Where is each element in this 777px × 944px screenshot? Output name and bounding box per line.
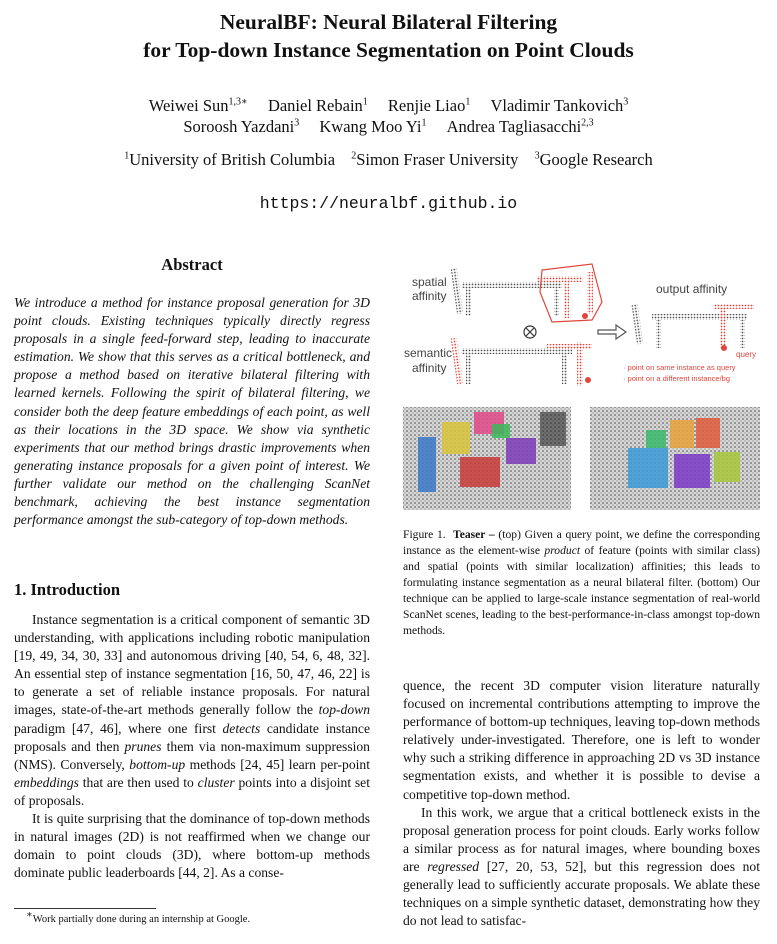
title-line-1: NeuralBF: Neural Bilateral Filtering (219, 10, 558, 34)
legend-different-instance: · point on a different instance/bg (623, 374, 731, 383)
footnote-divider (14, 908, 156, 909)
multiply-icon (524, 326, 536, 338)
title-line-2: for Top-down Instance Segmentation on Point Clouds (143, 38, 634, 62)
label-output-affinity: output affinity (656, 282, 728, 296)
footnote: ∗Work partially done during an internship at Google. (26, 909, 251, 925)
author: Kwang Moo Yi$^1$ (319, 117, 427, 136)
affiliation: $^3$Google Research (534, 150, 653, 169)
author: Weiwei Sun$^{1,3∗}$ (148, 96, 248, 115)
project-url[interactable]: https://neuralbf.github.io (259, 194, 518, 213)
author: Daniel Rebain$^1$ (267, 96, 368, 115)
author-list-row-2 (0, 116, 777, 138)
spatial-table-illustration (451, 264, 602, 322)
right-paragraph-1: quence, the recent 3D computer vision literature naturally focused on incremental contributions attempting to improve the performance of bottom-up techniques, leaving top-down methods relatively under-investigated. Therefore, one is left to wonder why such a striking difference in approaching 2D vs 3D instance segmentation exists, and whether it is possible to devise a competitive top-down method. (403, 678, 760, 802)
abstract-heading: Abstract (161, 255, 223, 274)
scannet-scene-right (590, 407, 760, 510)
author: Andrea Tagliasacchi$^{2,3}$ (446, 117, 594, 136)
author-list-row-1 (0, 95, 777, 117)
label-semantic: semantic (404, 346, 453, 360)
legend-same-instance: · point on same instance as query (623, 363, 736, 372)
scannet-scene-left (403, 407, 571, 510)
affiliation: $^1$University of British Columbia (124, 150, 336, 169)
label-semantic-affinity: affinity (412, 361, 447, 375)
label-spatial-affinity: affinity (412, 289, 447, 303)
figure-caption: Figure 1. Teaser – (top) Given a query point, we define the corresponding instance as the element-wise product of feature (points with similar class) and spatial (points with similar localization) affinities; this leads to formulating instance segmentation as a neural bilateral filter. (bottom) Our technique can be applied to large-scale instance segmentation of real-world ScanNet scenes, leading to the best-performance-in-class amongst top-down methods. (403, 528, 761, 637)
author: Soroosh Yazdani$^3$ (183, 117, 300, 136)
right-column-body (403, 677, 760, 930)
abstract-text: We introduce a method for instance proposal generation for 3D point clouds. Existing techniques typically directly regress proposals in a single feed-forward step, leading to inaccurate estimation. We show that this serves as a critical bottleneck, and propose a method based on iterative bilateral filtering with learned kernels. Following the spirit of bilateral filtering, we consider both the deep feature embeddings of each point, as well as their locations in the 3D space. We show via synthetic experiments that our method brings drastic improvements when generating instance proposals for a given point of interest. We further validate our method on the challenging ScanNet benchmark, achieving the best instance segmentation performance amongst the sub-category of top-down methods. (14, 295, 370, 528)
semantic-table-illustration (451, 338, 592, 386)
author: Vladimir Tankovich$^3$ (490, 96, 629, 115)
teaser-figure (402, 262, 762, 512)
affiliations (0, 149, 777, 171)
intro-paragraph-1: Instance segmentation is a critical component of semantic 3D understanding, with applications including robotic manipulation [19, 49, 34, 30, 33] and autonomous driving [40, 54, 6, 48, 32]. An essential step of instance segmentation [16, 50, 47, 46, 22] is to generate a set of reliable instance proposals. For natural images, state-of-the-art methods generally follow the top-down paradigm [47, 46], where one first detects candidate instance proposals and then prunes them via non-maximum suppression (NMS). Conversely, bottom-up methods [24, 45] learn per-point embeddings that are then used to cluster points into a disjoint set of proposals. (14, 612, 370, 808)
intro-paragraph-2: It is quite surprising that the dominance of top-down methods in natural images (2D) is not reaffirmed when we change our domain to point clouds (3D), where bottom-up methods dominate public leaderboards [44, 2]. As a conse- (14, 811, 370, 881)
output-table-illustration (632, 304, 754, 351)
label-spatial: spatial (412, 275, 447, 289)
right-paragraph-2: In this work, we argue that a critical bottleneck exists in the proposal generation process for point clouds. Early works follow a similar process as for natural images, where bounding boxes are regressed [27, 20, 53, 52], but this regression does not generally lead to sufficiently accurate proposals. We ablate these techniques on a simple synthetic dataset, demonstrating how they do not lead to satisfac- (403, 804, 760, 929)
paper-title (0, 8, 777, 64)
arrow-icon (598, 325, 626, 339)
introduction-body (14, 611, 370, 882)
author: Renjie Liao$^1$ (387, 96, 471, 115)
affiliation: $^2$Simon Fraser University (351, 150, 519, 169)
section-heading-introduction: 1. Introduction (14, 580, 121, 599)
label-query: query (736, 350, 757, 359)
